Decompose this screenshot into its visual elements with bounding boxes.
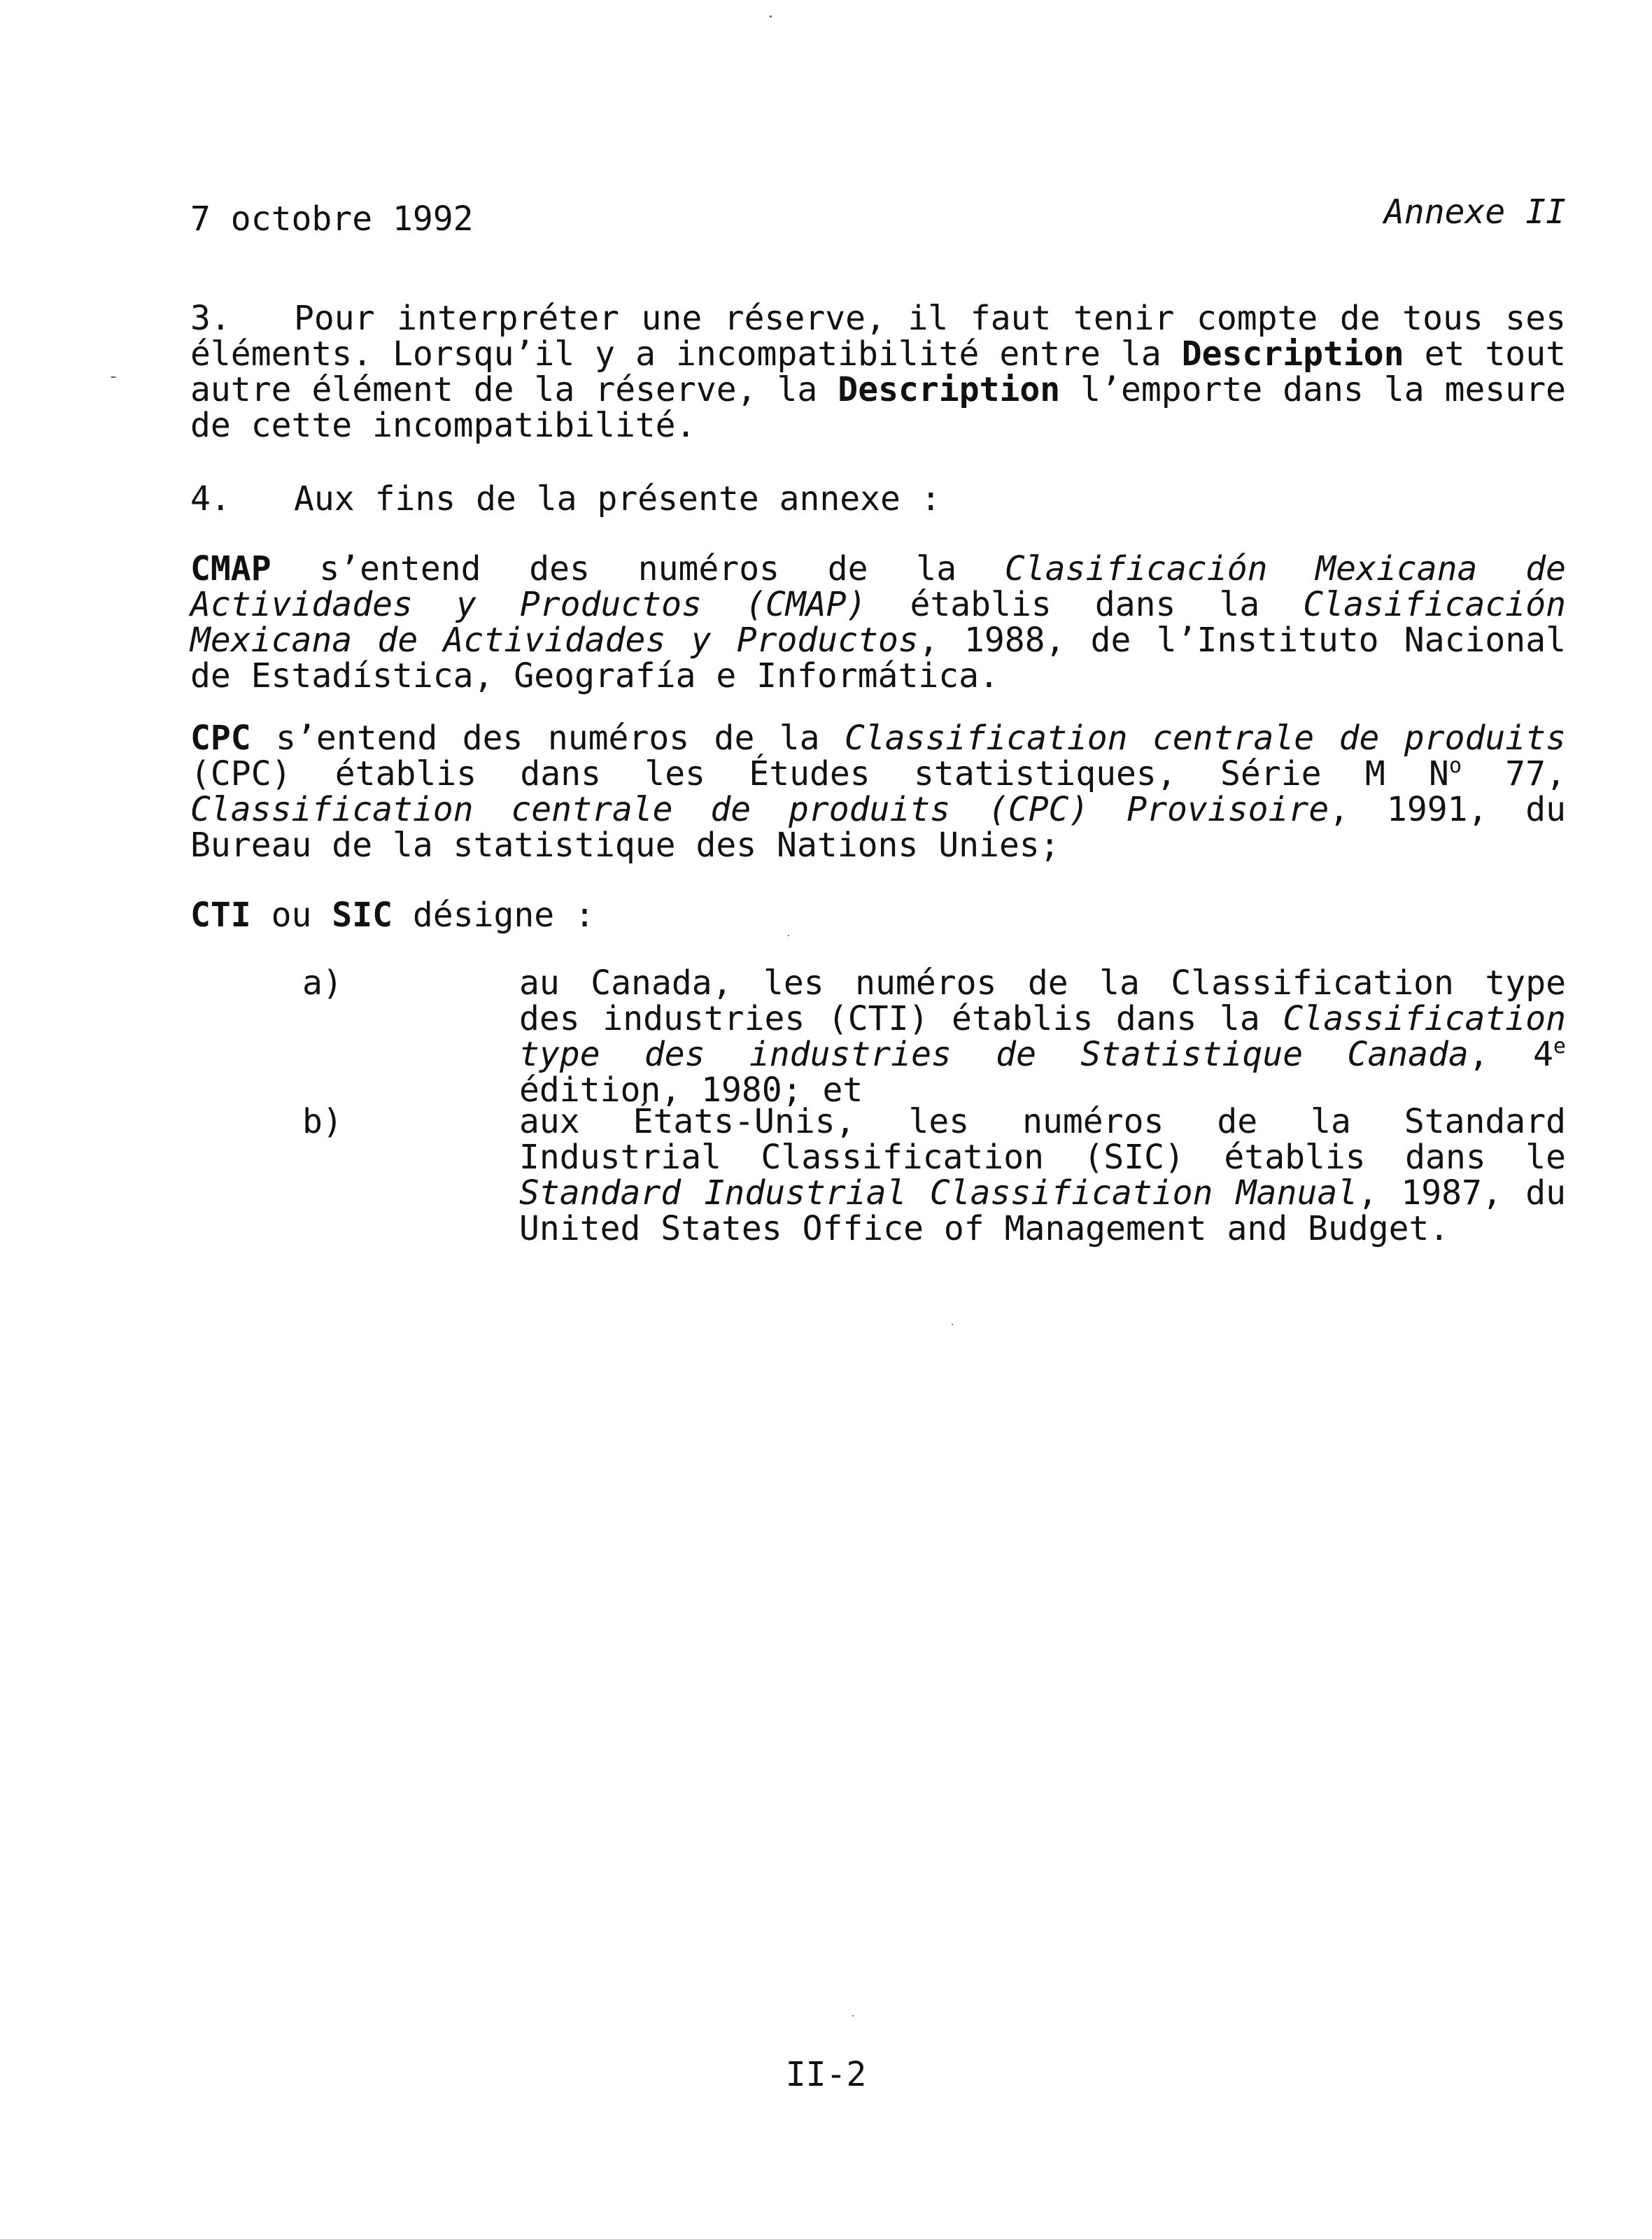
item-text: , 4 [1468, 1035, 1553, 1074]
list-item-b [302, 1104, 1566, 1247]
defined-term: CPC [190, 719, 251, 758]
page-number: II-2 [785, 2055, 867, 2094]
scan-speck [788, 935, 789, 936]
definition-text: , 1991, du Bureau de la statistique des Nations Unies; [190, 790, 1567, 865]
paragraph-number: 4. [190, 479, 231, 518]
paragraph-text: l’emporte dans la mesure de cette incompatibilité. [190, 370, 1567, 445]
definition-text: ou [250, 896, 332, 935]
bold-term: Description [1181, 334, 1404, 374]
defined-term: CMAP [190, 549, 271, 588]
definition-text: s’entend des numéros de la [271, 549, 1005, 588]
italic-title: Clasificación Mexicana de Actividades y Productos [190, 585, 1566, 660]
paragraph-text: Pour interpréter une réserve, il faut tenir compte de tous ses éléments. Lorsqu’il y a incompatibilité entre la [190, 299, 1566, 374]
superscript: e [1553, 1034, 1566, 1059]
document-page [190, 0, 1566, 2239]
scan-speck [952, 1324, 953, 1325]
italic-title: Classification centrale de produits [844, 719, 1566, 758]
header-date: 7 octobre 1992 [190, 199, 474, 239]
definition-cmap [190, 551, 1566, 694]
definition-text: 77, [1462, 754, 1567, 793]
scan-speck [770, 15, 772, 17]
italic-title: Clasificación Mexicana de Actividades y Productos (CMAP) [190, 549, 1566, 624]
item-text: édition, 1980; et [519, 1071, 863, 1110]
scan-speck [111, 376, 116, 378]
defined-term: SIC [332, 896, 393, 935]
paragraph-text: et tout autre élément de la réserve, la [190, 334, 1566, 409]
italic-title: Classification type des industries de Statistique Canada [519, 999, 1566, 1074]
definition-cti-sic [190, 898, 1566, 933]
list-item-text [519, 963, 1566, 1110]
definition-cpc [190, 721, 1566, 863]
list-marker: b) [302, 1102, 343, 1141]
definition-text: , 1988, de l’Instituto Nacional de Estadística, Geografía e Informática. [190, 621, 1566, 695]
list-item-text [519, 1104, 1566, 1247]
paragraph-3 [190, 301, 1566, 444]
item-text: , 1987, du United States Office of Management and Budget. [519, 1173, 1566, 1248]
paragraph-4 [190, 481, 1566, 517]
italic-title: Standard Industrial Classification Manual [519, 1173, 1358, 1213]
definition-text: (CPC) établis dans les Études statistiques, Série M N [190, 754, 1449, 793]
italic-title: Classification centrale de produits (CPC) Provisoire [190, 790, 1329, 829]
definition-text: désigne : [393, 896, 595, 935]
item-text: au Canada, les numéros de la Classification type des industries (CTI) établis dans la [519, 963, 1566, 1038]
list-item-a [302, 963, 1566, 1110]
item-text: aux États-Unis, les numéros de la Standard Industrial Classification (SIC) établis dans le [519, 1102, 1566, 1177]
paragraph-text: Aux fins de la présente annexe : [294, 479, 941, 518]
header-annex-label: Annexe II [1383, 192, 1566, 232]
bold-term: Description [838, 370, 1061, 409]
list-marker: a) [302, 963, 343, 1003]
defined-term: CTI [190, 896, 251, 935]
definition-text: s’entend des numéros de la [250, 719, 845, 758]
paragraph-number: 3. [190, 299, 231, 338]
definition-text: établis dans la [866, 585, 1304, 624]
superscript: o [1448, 754, 1462, 778]
scan-speck [852, 2015, 854, 2016]
